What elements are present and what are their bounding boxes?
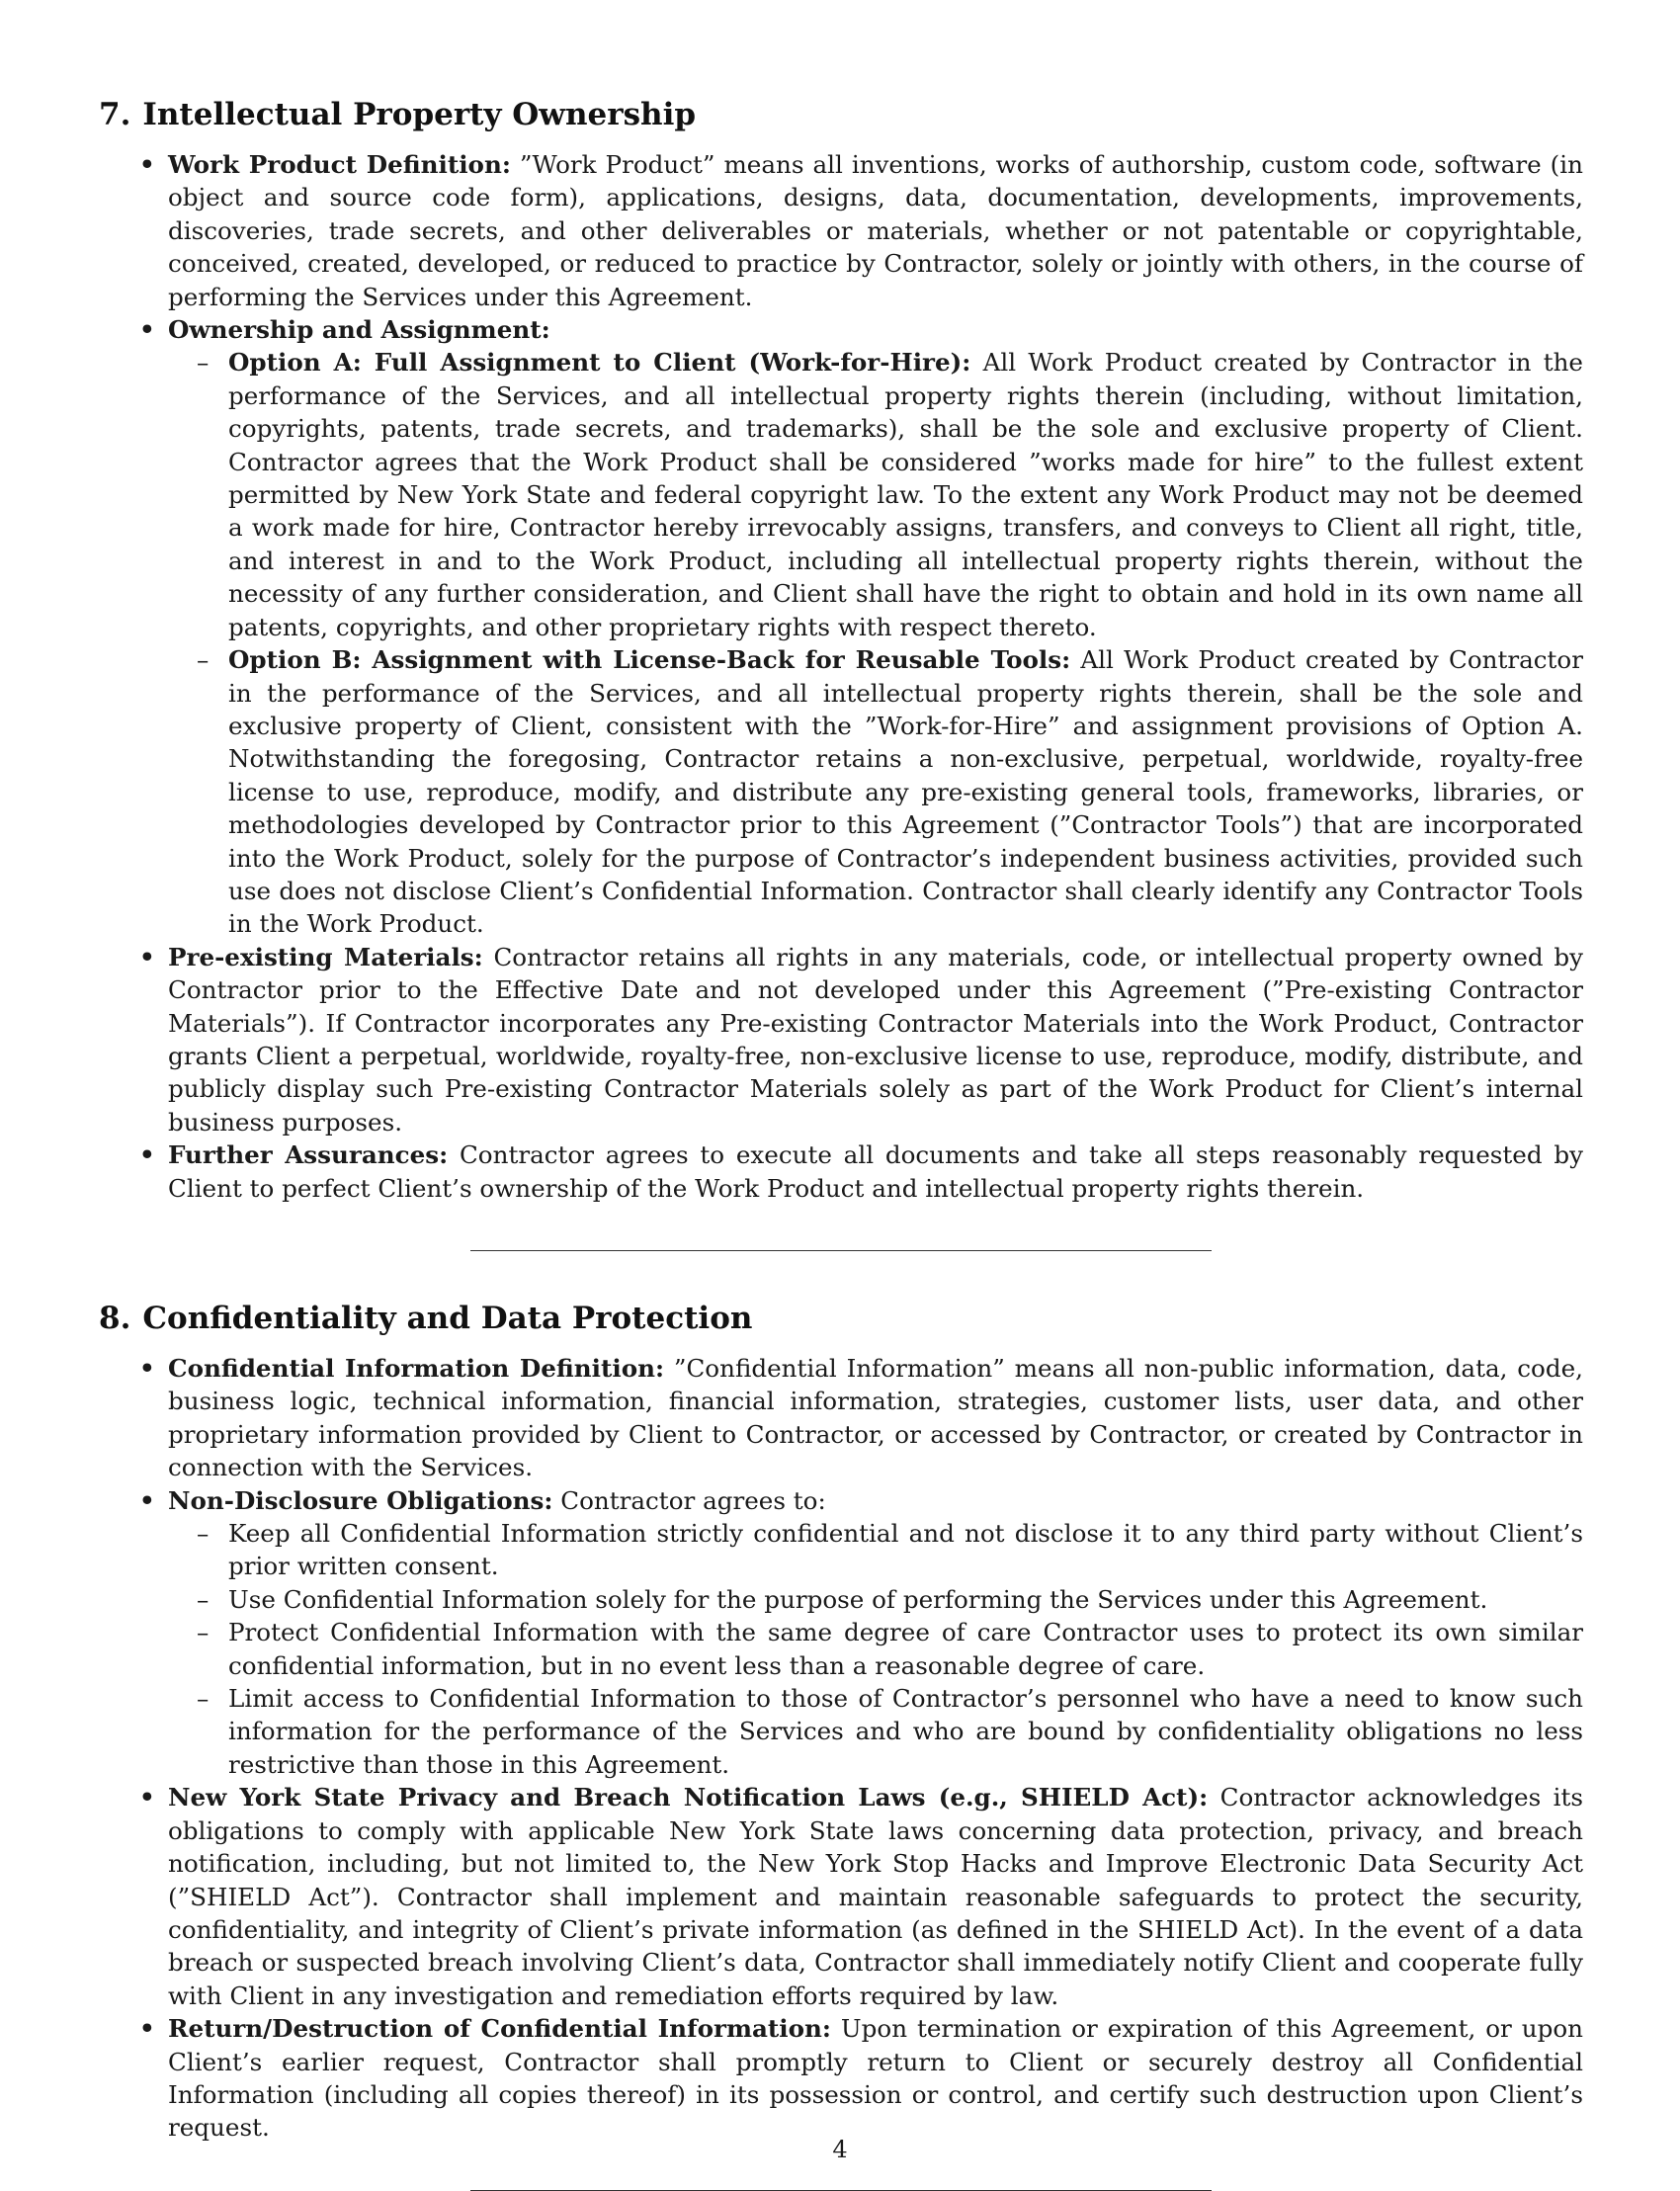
bullet-icon: •	[139, 2014, 155, 2044]
item-label: Further Assurances:	[168, 1140, 449, 1170]
list-item	[139, 1484, 1583, 1782]
section-list	[99, 148, 1583, 1205]
dash-icon: –	[197, 1684, 210, 1714]
item-label: Return/Destruction of Confidential Information:	[168, 2014, 831, 2044]
item-text: Contractor retains all rights in any materials, code, or intellectual property owned by Contractor prior to the Effective Date and not developed under this Agreement (”Pre-existing Contractor Materials”). If Contractor incorporates any Pre-existing Contractor Materials into the Work Product, Contractor grants Client a perpetual, worldwide, royalty-free, non-exclusive license to use, reproduce, modify, distribute, and publicly display such Pre-existing Contractor Materials solely as part of the Work Product for Client’s internal business purposes.	[168, 942, 1583, 1137]
subitem-text: Protect Confidential Information with the same degree of care Contractor uses to protect its own similar confidential information, but in no event less than a reasonable degree of care.	[228, 1618, 1583, 1680]
section-heading	[99, 93, 1583, 136]
item-label: Work Product Definition:	[168, 150, 511, 179]
subitem-label: Option B: Assignment with License-Back for Reusable Tools:	[228, 645, 1071, 675]
item-text: Upon termination or expiration of this Agreement, or upon Client’s earlier request, Contractor shall promptly return to Client or securely destroy all Confidential Information (including all copies thereof) in its possession or control, and certify such destruction upon Client’s request.	[168, 2014, 1583, 2143]
list-item	[139, 2012, 1583, 2145]
list-item	[139, 1138, 1584, 1205]
bullet-icon: •	[139, 1354, 155, 1383]
list-item	[139, 148, 1583, 313]
document-page	[99, 93, 1583, 2191]
item-label: Non-Disclosure Obligations:	[168, 1485, 553, 1515]
sublist	[168, 346, 1583, 940]
dash-icon: –	[197, 645, 210, 675]
list-item	[139, 1781, 1583, 2012]
item-label: Pre-existing Materials:	[168, 942, 483, 971]
subitem-text: All Work Product created by Contractor in the performance of the Services, and all intellectual property rights therein, shall be the sole and exclusive property of Client, consistent with the ”Work-for-Hire” and assignment provisions of Option A. Notwithstanding the foregosing, Contractor retains a non-exclusive, perpetual, worldwide, royalty-free license to use, reproduce, modify, and distribute any pre-existing general tools, frameworks, libraries, or methodologies developed by Contractor prior to this Agreement (”Contractor Tools”) that are incorporated into the Work Product, solely for the purpose of Contractor’s independent business activities, provided such use does not disclose Client’s Confidential Information. Contractor shall clearly identify any Contractor Tools in the Work Product.	[228, 645, 1583, 939]
item-text: Contractor agrees to:	[552, 1485, 826, 1515]
bullet-icon: •	[139, 315, 155, 345]
section-list	[99, 1352, 1583, 2145]
section-title: Intellectual Property Ownership	[142, 97, 697, 132]
bullet-icon: •	[139, 1485, 155, 1515]
sublist-item	[197, 1517, 1583, 1583]
subitem-label: Option A: Full Assignment to Client (Work-for-Hire):	[228, 348, 971, 378]
subitem-text: All Work Product created by Contractor in the performance of the Services, and all intellectual property rights therein (including, without limitation, copyrights, patents, trade secrets, and trademarks), shall be the sole and exclusive property of Client. Contractor agrees that the Work Product shall be considered ”works made for hire” to the fullest extent permitted by New York State and federal copyright law. To the extent any Work Product may not be deemed a work made for hire, Contractor hereby irrevocably assigns, transfers, and conveys to Client all right, title, and interest in and to the Work Product, including all intellectual property rights therein, without the necessity of any further consideration, and Client shall have the right to obtain and hold in its own name all patents, copyrights, and other proprietary rights with respect thereto.	[228, 348, 1583, 641]
dash-icon: –	[197, 348, 210, 378]
sublist-item	[197, 643, 1583, 941]
sublist-item	[197, 1682, 1583, 1781]
subitem-text: Keep all Confidential Information strictly confidential and not disclose it to any third party without Client’s prior written consent.	[228, 1519, 1583, 1581]
section-divider	[470, 1250, 1212, 1251]
bullet-icon: •	[139, 1140, 155, 1170]
dash-icon: –	[197, 1618, 210, 1647]
section-number: 7.	[99, 97, 131, 132]
dash-icon: –	[197, 1584, 210, 1614]
list-item	[139, 1352, 1583, 1484]
section-number: 8.	[99, 1301, 131, 1336]
bullet-icon: •	[139, 150, 155, 179]
item-text: Contractor acknowledges its obligations to comply with applicable New York State laws concerning data protection, privacy, and breach notification, including, but not limited to, the New York Stop Hacks and Improve Electronic Data Security Act (”SHIELD Act”). Contractor shall implement and maintain reasonable safeguards to protect the security, confidentiality, and integrity of Client’s private information (as defined in the SHIELD Act). In the event of a data breach or suspected breach involving Client’s data, Contractor shall immediately notify Client and cooperate fully with Client in any investigation and remediation efforts required by law.	[168, 1783, 1583, 2010]
sublist	[168, 1517, 1583, 1781]
bullet-icon: •	[139, 942, 155, 971]
dash-icon: –	[197, 1519, 210, 1549]
subitem-text: Limit access to Confidential Information to those of Contractor’s personnel who have a need to know such information for the performance of the Services and who are bound by confidentiality obligations no less restrictive than those in this Agreement.	[228, 1684, 1583, 1779]
section-heading	[99, 1297, 1583, 1340]
section-title: Confidentiality and Data Protection	[142, 1301, 753, 1336]
list-item	[139, 941, 1583, 1138]
sublist-item	[197, 1616, 1583, 1682]
item-text: ”Confidential Information” means all non-public information, data, code, business logic, technical information, financial information, strategies, customer lists, user data, and other proprietary information provided by Client to Contractor, or accessed by Contractor, or created by Contractor in connection with the Services.	[168, 1354, 1583, 1482]
sublist-item	[197, 1583, 1583, 1616]
list-item	[139, 313, 1583, 941]
item-label: New York State Privacy and Breach Notification Laws (e.g., SHIELD Act):	[168, 1783, 1209, 1812]
item-label: Ownership and Assignment:	[168, 315, 550, 345]
bullet-icon: •	[139, 1783, 155, 1812]
item-label: Confidential Information Definition:	[168, 1354, 665, 1383]
item-text: ”Work Product” means all inventions, works of authorship, custom code, software (in object and source code form), applications, designs, data, documentation, developments, improvements, discoveries, trade secrets, and other deliverables or materials, whether or not patentable or copyrightable, conceived, created, developed, or reduced to practice by Contractor, solely or jointly with others, in the course of performing the Services under this Agreement.	[168, 150, 1583, 311]
subitem-text: Use Confidential Information solely for the purpose of performing the Services under this Agreement.	[228, 1584, 1488, 1614]
item-text: Contractor agrees to execute all documents and take all steps reasonably requested by Client to perfect Client’s ownership of the Work Product and intellectual property rights therein.	[168, 1140, 1584, 1203]
sublist-item	[197, 346, 1583, 643]
page-number: 4	[832, 2136, 848, 2163]
